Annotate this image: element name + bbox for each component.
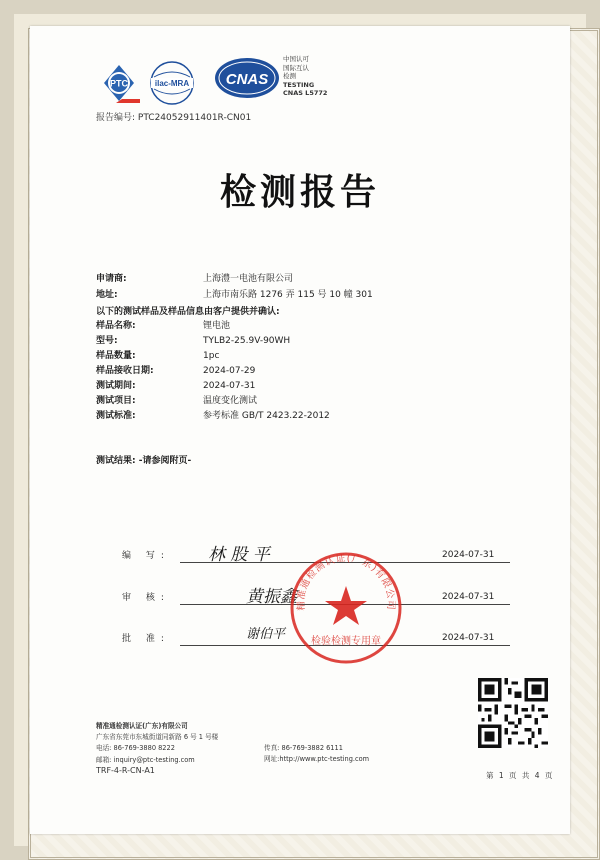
field-label: 测试项目: <box>96 396 136 406</box>
field-label: 样品数量: <box>96 351 136 361</box>
test-result: 测试结果: -请参阅附页- <box>96 456 192 466</box>
form-code: TRF-4-R-CN-A1 <box>96 766 155 775</box>
ptc-logo-text: PTC <box>110 78 128 89</box>
field-value: 温度变化测试 <box>203 396 258 406</box>
field-value: 参考标准 GB/T 2423.22-2012 <box>203 411 330 421</box>
accreditation-line: 国际互认 <box>283 63 309 72</box>
accreditation-line: 中国认可 <box>283 55 309 63</box>
field-label: 型号: <box>96 336 118 346</box>
sample-note: 以下的测试样品及样品信息由客户提供并确认: <box>96 307 280 317</box>
accreditation-line: 检测 <box>283 72 296 81</box>
field-value: TYLB2-25.9V-90WH <box>203 336 291 346</box>
cnas-logo-text: CNAS <box>225 71 269 88</box>
signature-role: 批 准: <box>122 634 170 644</box>
signature-role: 编 写: <box>122 551 170 561</box>
ptc-logo <box>96 59 142 105</box>
field-label: 样品名称: <box>96 321 136 331</box>
field-value: 上海澧一电池有限公司 <box>203 274 294 284</box>
field-label: 测试期间: <box>96 381 136 391</box>
field-label: 样品接收日期: <box>96 366 154 376</box>
field-value: 1pc <box>203 351 220 361</box>
footer-website: 网址:http://www.ptc-testing.com <box>264 755 370 764</box>
accreditation-text <box>283 55 327 98</box>
footer-fax: 传真: 86-769-3882 6111 <box>264 744 343 752</box>
seal-center-text: 检验检测专用章 <box>311 636 381 647</box>
page-number: 第 1 页 共 4 页 <box>486 771 553 780</box>
accreditation-line: TESTING <box>283 80 315 89</box>
signature-date: 2024-07-31 <box>442 550 495 560</box>
footer-phone: 电话: 86-769-3880 8222 <box>96 744 175 753</box>
signature-date: 2024-07-31 <box>442 633 495 643</box>
footer-address: 广东省东莞市东城街道同新路 6 号 1 号楼 <box>96 733 219 742</box>
signature-role: 审 核: <box>122 593 170 603</box>
signature-date: 2024-07-31 <box>442 592 495 602</box>
signature-handwriting: 黄振鑫 <box>246 587 297 607</box>
seal-ring-text: 精准通检测认证(广东)有限公司 <box>295 552 397 611</box>
field-value: 2024-07-29 <box>203 366 256 376</box>
field-value: 2024-07-31 <box>203 381 256 391</box>
field-label: 测试标准: <box>96 411 136 421</box>
report-page <box>30 26 570 834</box>
ilac-logo-text: ilac-MRA <box>154 79 190 88</box>
field-value: 锂电池 <box>203 321 231 331</box>
field-value: 上海市南乐路 1276 弄 115 号 10 幢 301 <box>203 290 373 300</box>
cnas-logo <box>213 56 281 100</box>
footer-contact-left <box>96 721 218 766</box>
field-label: 地址: <box>96 290 118 300</box>
footer-company: 精准通检测认证(广东)有限公司 <box>96 722 188 730</box>
ilac-mra-logo <box>148 59 196 107</box>
report-number: 报告编号: PTC24052911401R-CN01 <box>96 113 252 123</box>
field-label: 申请商: <box>96 274 127 284</box>
accreditation-line: CNAS L5772 <box>283 89 328 98</box>
report-title: 检测报告 <box>219 171 380 213</box>
footer-contact-right <box>264 743 369 765</box>
official-seal <box>288 550 404 666</box>
signature-handwriting: 林 股 平 <box>208 545 270 565</box>
footer-email: 邮箱: inquiry@ptc-testing.com <box>96 755 195 764</box>
qr-code <box>478 678 548 748</box>
signature-handwriting: 谢伯平 <box>246 627 286 642</box>
